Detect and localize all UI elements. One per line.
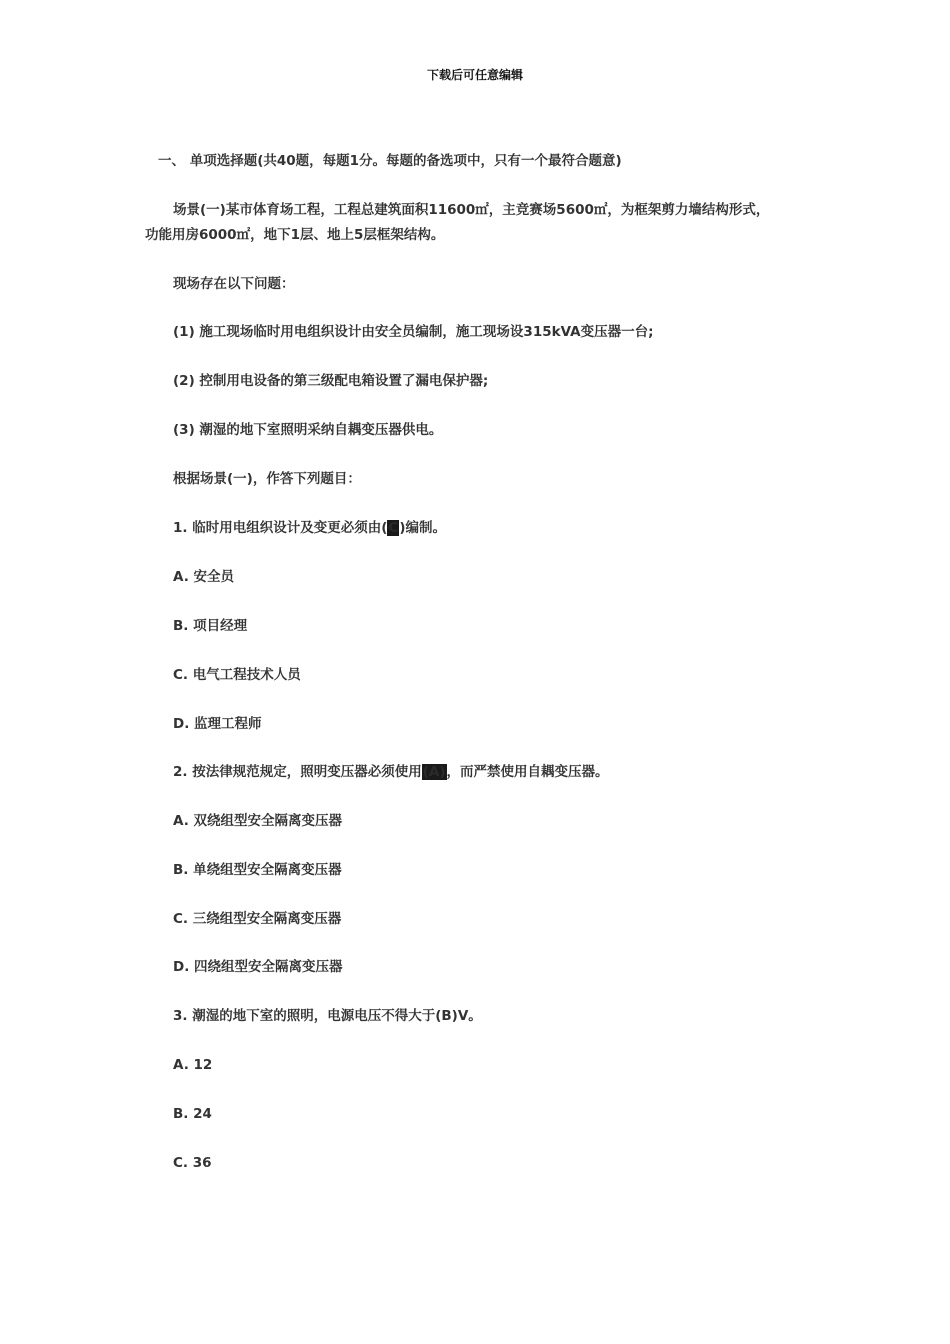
scenario-line-2: 功能用房6000㎡，地下1层、地上5层框架结构。 <box>145 227 445 243</box>
answer-intro: 根据场景(一)，作答下列题目： <box>173 471 361 487</box>
scenario-line-1: 场景(一)某市体育场工程，工程总建筑面积11600㎡，主竞赛场5600㎡，为框架剪力墙结构形式， <box>173 202 770 218</box>
question-2-stem-before: 2. 按法律规范规定，照明变压器必须使用 <box>173 764 422 780</box>
question-2-stem <box>173 763 609 781</box>
page-header: 下载后可任意编辑 <box>426 68 523 82</box>
question-1-stem <box>173 519 446 537</box>
question-3-stem: 3. 潮湿的地下室的照明，电源电压不得大于(B)V。 <box>173 1008 482 1024</box>
section-title: 一、 单项选择题(共40题，每题1分。每题的备选项中，只有一个最符合题意) <box>158 153 622 169</box>
question-2-option-a: A. 双绕组型安全隔离变压器 <box>173 813 343 829</box>
question-1-option-b: B. 项目经理 <box>173 618 248 634</box>
question-1-option-d: D. 监理工程师 <box>173 716 262 732</box>
question-2-option-b: B. 单绕组型安全隔离变压器 <box>173 862 342 878</box>
question-2-stem-after: ，而严禁使用自耦变压器。 <box>446 764 609 780</box>
problems-intro: 现场存在以下问题： <box>173 276 295 292</box>
question-3-option-a: A. 12 <box>173 1057 213 1073</box>
question-1-answer-highlight: C <box>388 520 399 536</box>
question-3-option-c: C. 36 <box>173 1155 212 1171</box>
question-1-option-a: A. 安全员 <box>173 569 235 585</box>
question-1-stem-after: )编制。 <box>399 520 446 536</box>
question-3-option-b: B. 24 <box>173 1106 212 1122</box>
problem-item-1: (1) 施工现场临时用电组织设计由安全员编制，施工现场设315kVA变压器一台; <box>173 324 654 340</box>
question-1-option-c: C. 电气工程技术人员 <box>173 667 301 683</box>
question-2-option-d: D. 四绕组型安全隔离变压器 <box>173 959 343 975</box>
question-1-stem-before: 1. 临时用电组织设计及变更必须由( <box>173 520 388 536</box>
problem-item-2: (2) 控制用电设备的第三级配电箱设置了漏电保护器; <box>173 373 489 389</box>
question-2-answer-highlight: (A) <box>422 764 446 780</box>
question-2-option-c: C. 三绕组型安全隔离变压器 <box>173 911 342 927</box>
problem-item-3: (3) 潮湿的地下室照明采纳自耦变压器供电。 <box>173 422 443 438</box>
